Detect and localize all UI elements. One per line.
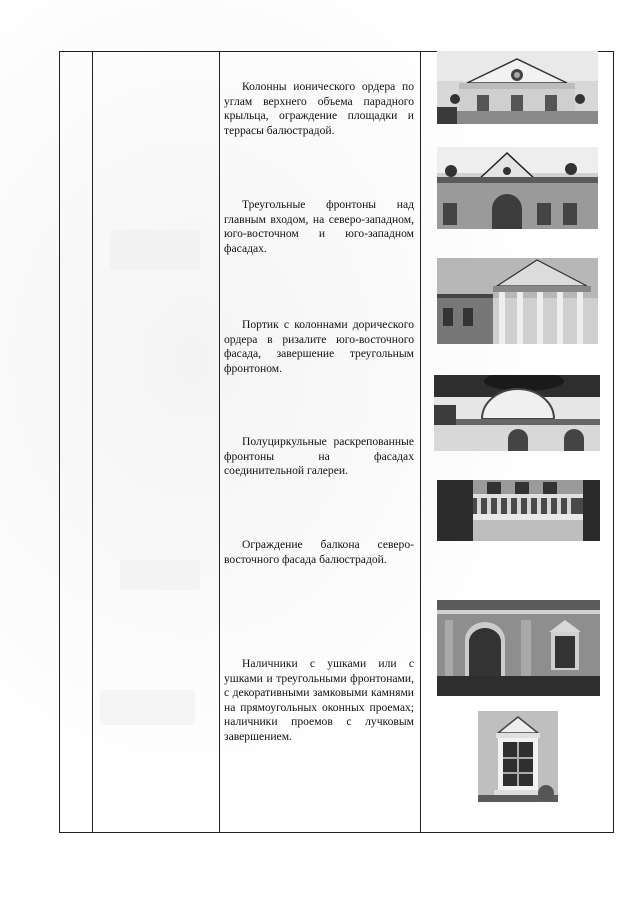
row-description-5: Ограждение балкона северо-восточного фасада балюстрадой.: [224, 538, 414, 566]
column-divider-3: [420, 51, 421, 833]
row-description-6: Наличники с ушками или с ушками и треугольными фронтонами, с декоративными замковыми камнями на прямоугольных оконных проемах; наличники проемов с лучковым завершением.: [224, 657, 414, 743]
row-description-4: Полуциркульные раскрепованные фронтоны на фасадах соединительной галереи.: [224, 435, 414, 478]
photo-window-with-pediment: [478, 711, 558, 802]
photo-doric-portico: [437, 258, 598, 344]
photo-semicircular-pediment: [434, 375, 600, 451]
row-description-3: Портик с колоннами дорического ордера в ризалите юго-восточного фасада, завершение треугольным фронтоном.: [224, 318, 414, 375]
photo-ionic-columns-portico: [437, 51, 598, 124]
row-description-2: Треугольные фронтоны над главным входом, на северо-западном, юго-восточном и юго-западном фасадах.: [224, 198, 414, 255]
column-divider-2: [219, 51, 220, 833]
photo-triangular-pediments: [437, 147, 598, 229]
row-description-1: Колонны ионического ордера по углам верхнего объема парадного крыльца, ограждение площадки и террасы балюстрадой.: [224, 80, 414, 137]
photo-balcony-balustrade: [437, 480, 600, 541]
photo-window-surrounds-facade: [437, 600, 600, 696]
column-divider-1: [92, 51, 93, 833]
